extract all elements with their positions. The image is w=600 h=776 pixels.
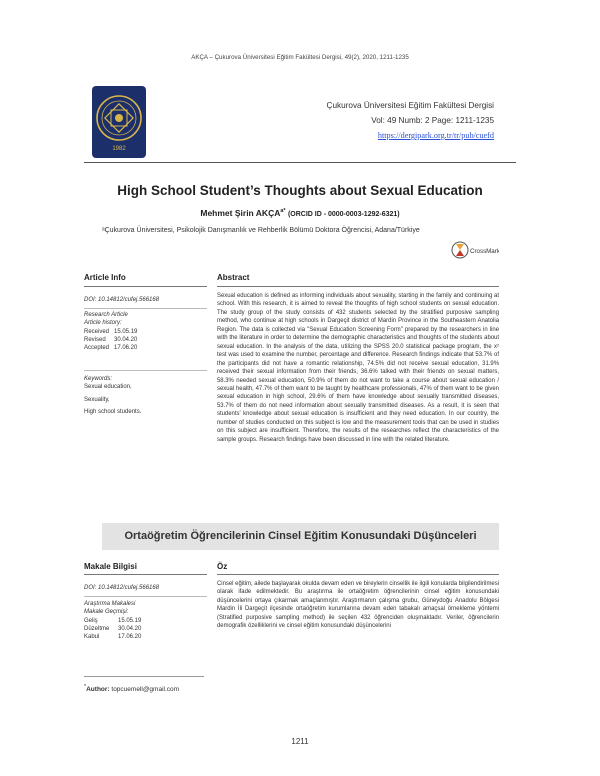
footnote-email[interactable]: topcuemell@gmail.com: [111, 686, 180, 694]
history-date: 17.06.20: [114, 345, 138, 352]
crossmark-label: CrossMark: [470, 248, 499, 255]
tr-info-rule: [84, 574, 207, 575]
turkish-title: Ortaöğretim Öğrencilerinin Cinsel Eğitim Konusundaki Düşünceleri: [124, 530, 477, 542]
tr-article-type: Araştırma Makalesi: [84, 601, 136, 607]
makale-bilgisi-heading: Makale Bilgisi: [84, 562, 137, 571]
history-date: 15.05.19: [118, 617, 142, 624]
oz-text: Cinsel eğitim, ailede başlayarak okulda devam eden ve bireylerin cinsellik ile ilgili konularda bilgilendirilmesi olarak ifade edilmektedir. Bu araştırma ile ortaöğretim öğrencilerinin cinsel eğitim konusundaki düşüncelerini ortaya çıkarmak amaçlanmıştır. Araştırmanın çalışma grubu, Güneydoğu Anadolu Bölgesi Mardin İli Dargeçit ilçesinde ortaöğretim kurumlarına devam eden tabakalı amaçsal örnekleme yöntemi (Stratified purposive sampling method) ile seçilen 432 öğrenciden oluşmaktadır. Veriler, öğrencilerin demografik özelliklerini ve cinsel eğitim konusundaki düşüncelerini: [217, 581, 499, 630]
info-divider: [84, 308, 207, 309]
logo-year: 1982: [112, 146, 126, 152]
keywords-label: Keywords:: [84, 376, 113, 382]
paper-title: High School Student’s Thoughts about Sexual Education: [117, 183, 483, 198]
oz-heading: Öz: [217, 562, 228, 571]
article-info-heading: Article Info: [84, 273, 126, 282]
journal-name: Çukurova Üniversitesi Eğitim Fakültesi Dergisi: [326, 101, 494, 110]
info-divider: [84, 370, 207, 371]
history-row: [84, 336, 137, 344]
journal-info: [264, 98, 494, 143]
history-label-cell: Accepted: [84, 345, 110, 352]
footnote-mark: *: [84, 684, 87, 690]
article-history-block: [84, 311, 207, 352]
page-number: 1211: [291, 737, 309, 746]
doi: DOI: 10.14812/cufej.566168: [84, 297, 160, 303]
author-name: Mehmet Şirin AKÇA: [200, 208, 281, 218]
abstract-heading: Abstract: [217, 273, 250, 282]
running-header: AKÇA – Çukurova Üniversitesi Eğitim Fakültesi Dergisi, 49(2), 2020, 1211-1235: [191, 54, 409, 61]
history-label-cell: Received: [84, 328, 110, 335]
keyword: Sexual education,: [84, 384, 132, 391]
history-label-cell: Revised: [84, 336, 106, 343]
history-table: [84, 328, 137, 353]
history-label: Article history:: [84, 320, 122, 327]
abstract-text: Sexual education is defined as informing individuals about sexuality, starting in the family and continuing at school. With this research, it is aimed to reveal the thoughts of high school students on sexual education. The study group of the study consists of 432 students selected by the stratified purposive sampling method, who continue at high schools in Dargeçit district of Mardin Province in the Southeastern Anatolia Region. The data is collected via "Sexual Education Screening Form" prepared by the researchers in line with the literature in order to determine the demographic characteristics and thoughts of the students about sexual education. In the analysis of the data, utilizing the SPSS 20.0 statistical package program, the x² test was used to examine the number, percentage and difference. Research findings indicate that 53.7% of the participants did not have a romantic relationship, 74.5% did not receive sexual education, 31.9% received their sexual information from their friends, 36.6% talked with their friends on sexual matters, 58.3% needed sexual education, 50.9% of them do not want to take a course about sexual education / sexual health, 47.7% of them want to be taught by healthcare professionals, 47% of them want to be given sexual education in high school, 29.6% of them have knowledge about sexually transmitted diseases, 53.7% of them do not need information about sexually transmitted diseases. As a result, it is seen that students' knowledge about sexual education is insufficient and they need education. In our country, the number of studies conducted on this subject is low and the measurement tools that can be used in studies on this subject are insufficient. Therefore, the results of the researches reflect the characteristics of the sample groups. Research findings have been discussed in line with the related literature.: [217, 293, 499, 443]
history-row: [84, 617, 141, 625]
history-label-cell: Geliş: [84, 617, 98, 624]
history-label-cell: Kabul: [84, 634, 100, 641]
history-date: 15.05.19: [114, 328, 138, 335]
author-line: [0, 208, 600, 218]
footnote-label: Author:: [86, 686, 110, 694]
history-row: [84, 625, 141, 633]
affiliation: ᵃÇukurova Üniversitesi, Psikolojik Danışmanlık ve Rehberlik Bölümü Doktora Öğrencisi, Adana/Türkiye: [102, 227, 420, 234]
history-date: 30.04.20: [118, 625, 142, 632]
tr-history-block: [84, 600, 207, 641]
history-date: 17.06.20: [118, 634, 142, 641]
info-rule: [84, 286, 207, 287]
article-type: Research Article: [84, 312, 128, 318]
history-row: [84, 328, 137, 336]
tr-oz-rule: [217, 574, 499, 575]
history-date: 30.04.20: [114, 336, 138, 343]
tr-history-label: Makale Geçmişi:: [84, 609, 129, 616]
history-row: [84, 633, 141, 641]
journal-volume: Vol: 49 Numb: 2 Page: 1211-1235: [371, 116, 494, 125]
abstract-rule: [217, 286, 499, 287]
keyword: High school students.: [84, 408, 142, 415]
footnote-rule: [84, 676, 204, 677]
journal-logo: [92, 86, 146, 158]
orcid: (ORCID ID - 0000-0003-1292-6321): [287, 211, 400, 218]
keywords-block: [84, 375, 207, 416]
keyword: Sexuality,: [84, 396, 110, 403]
crossmark-badge[interactable]: [451, 240, 499, 260]
tr-info-divider: [84, 596, 207, 597]
history-label-cell: Düzeltme: [84, 625, 110, 632]
journal-link[interactable]: https://dergipark.org.tr/tr/pub/cuefd: [377, 131, 494, 140]
header-rule: [84, 162, 516, 163]
tr-history-table: [84, 617, 141, 642]
author-mark: a*: [280, 208, 286, 215]
footnote: [84, 684, 179, 693]
tr-doi: DOI: 10.14812/cufej.566168: [84, 585, 160, 591]
history-row: [84, 344, 137, 352]
